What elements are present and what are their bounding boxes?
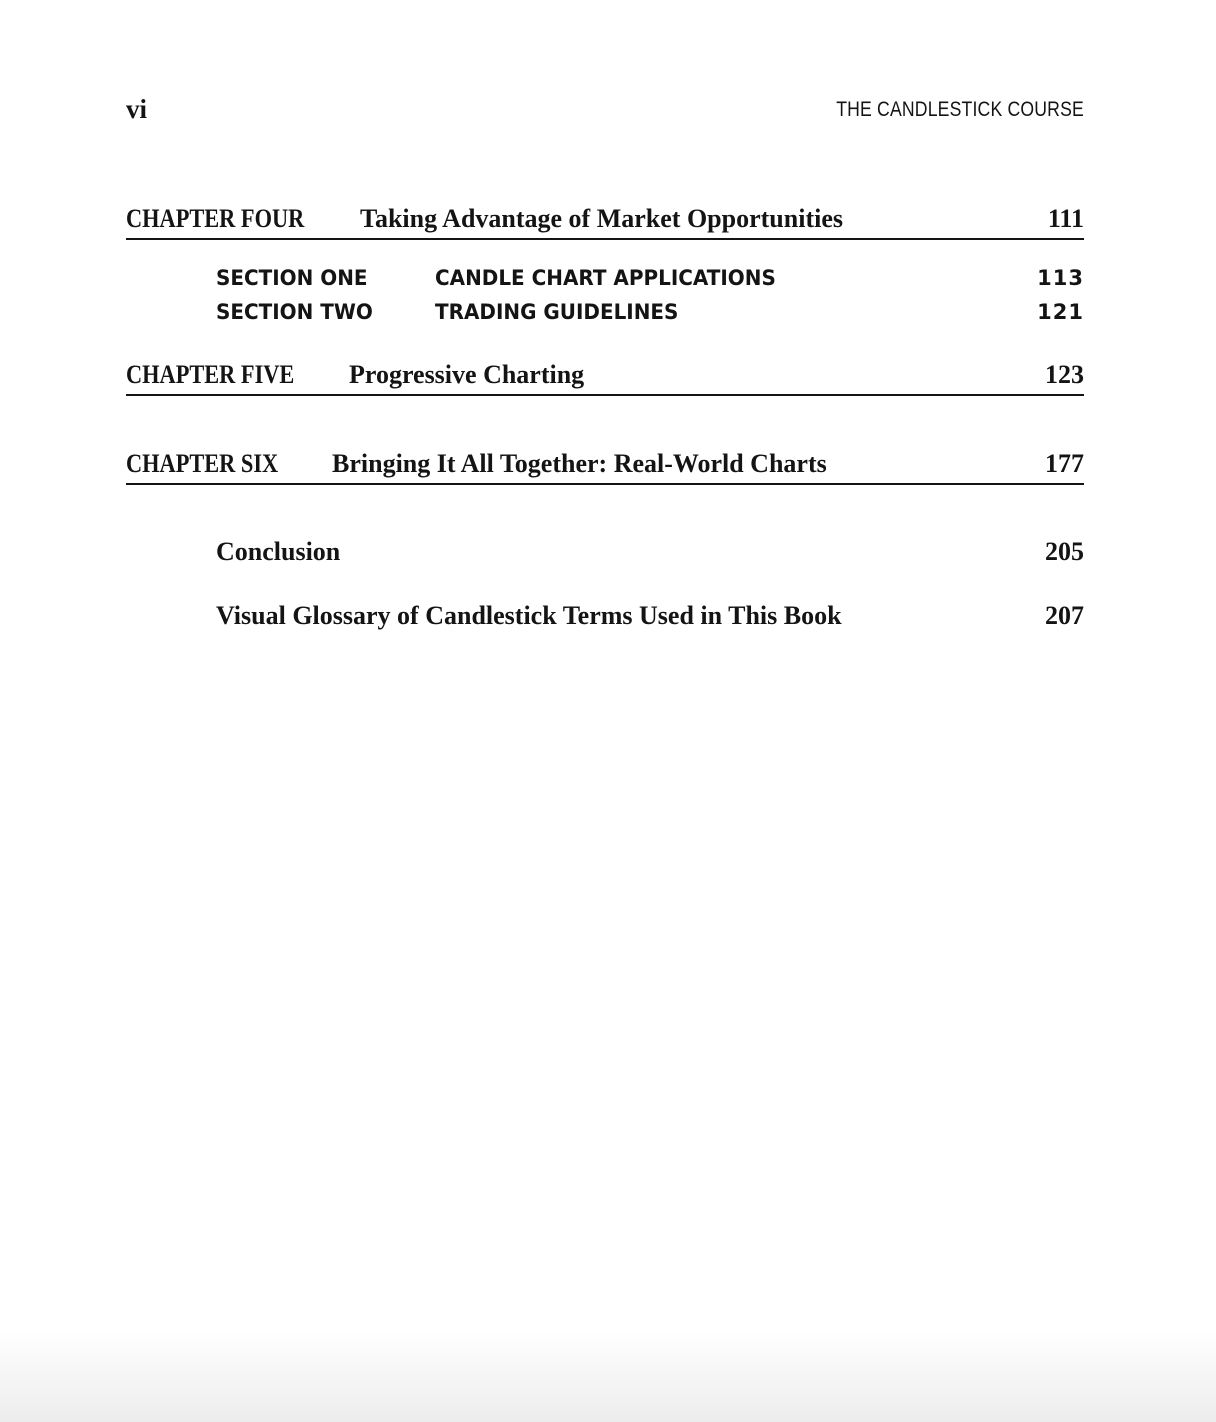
chapter-title: Progressive Charting [349,360,585,389]
toc-chapter-six[interactable] [126,449,1084,485]
book-title: THE CANDLESTICK COURSE [836,98,1084,121]
chapter-title: Bringing It All Together: Real-World Charts [332,449,827,478]
entry-page-number: 205 [1045,537,1084,566]
entry-title: Visual Glossary of Candlestick Terms Used in This Book [216,601,842,630]
section-page-number: 121 [1037,300,1084,324]
chapter-page-number: 111 [1047,204,1084,233]
toc-section-one[interactable] [216,266,1084,296]
chapter-label: CHAPTER SIX [126,449,279,478]
chapter-label: CHAPTER FIVE [126,360,295,389]
chapter-page-number: 177 [1045,449,1084,478]
chapter-label: CHAPTER FOUR [126,204,305,233]
page-folio: vi [126,94,148,124]
page-bottom-shadow [0,1332,1216,1422]
entry-page-number: 207 [1045,601,1084,630]
toc-chapter-four[interactable] [126,204,1084,240]
toc-conclusion[interactable] [216,537,1084,573]
section-title: TRADING GUIDELINES [435,300,679,324]
entry-title: Conclusion [216,537,341,566]
section-label: SECTION TWO [216,300,373,324]
section-page-number: 113 [1037,266,1084,290]
chapter-page-number: 123 [1045,360,1084,389]
running-head [126,94,1084,128]
section-label: SECTION ONE [216,266,368,290]
chapter-title: Taking Advantage of Market Opportunities [360,204,843,233]
toc-visual-glossary[interactable] [216,601,1084,637]
section-title: CANDLE CHART APPLICATIONS [435,266,776,290]
toc-section-two[interactable] [216,300,1084,330]
toc-chapter-five[interactable] [126,360,1084,396]
